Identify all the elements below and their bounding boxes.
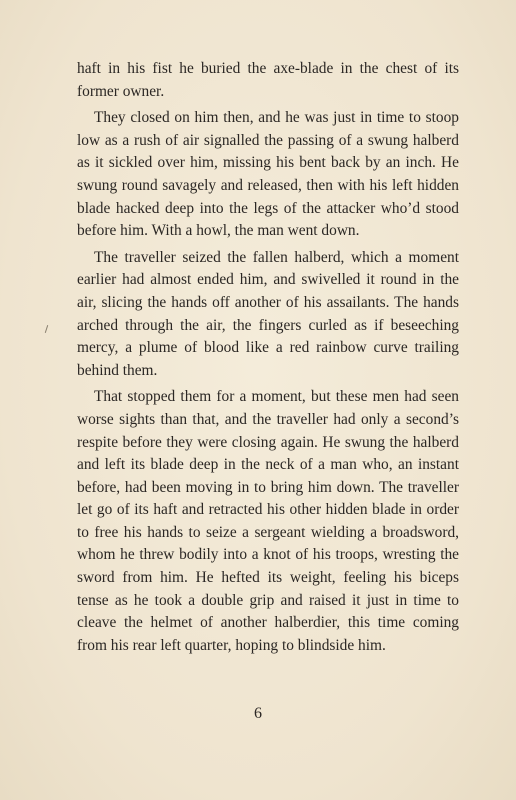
margin-pencil-mark xyxy=(45,325,48,333)
paragraph-1: haft in his fist he buried the axe-blade in the chest of its former owner. xyxy=(77,60,459,100)
page-number: 6 xyxy=(254,705,262,722)
body-text xyxy=(77,58,459,661)
paragraph-3: The traveller seized the fallen halberd, which a moment earlier had almost ended him, and swivelled it round in the air, slicing the hands off another of his assailants. The hands arched through the air, the fingers curled as if beseeching mercy, a plume of blood like a red rainbow curve trailing behind them. xyxy=(77,248,459,379)
paragraph-2: They closed on him then, and he was just in time to stoop low as a rush of air signalled the passing of a swung halberd as it sickled over him, missing his bent back by an inch. He swung round savagely and released, then with his left hidden blade hacked deep into the legs of the attacker who’d stood before him. With a howl, the man went down. xyxy=(77,109,459,240)
paragraph-4: That stopped them for a moment, but these men had seen worse sights than that, and the traveller had only a second’s respite before they were closing again. He swung the halberd and left its blade deep in the neck of a man who, an instant before, had been moving in to bring him down. The traveller let go of its haft and retracted his other hidden blade in order to free his hands to seize a sergeant wielding a broadsword, whom he threw bodily into a knot of his troops, wresting the sword from him. He hefted its weight, feeling his biceps tense as he took a double grip and raised it just in time to cleave the helmet of another halberdier, this time coming from his rear left quarter, hoping to blindside him. xyxy=(77,388,459,654)
